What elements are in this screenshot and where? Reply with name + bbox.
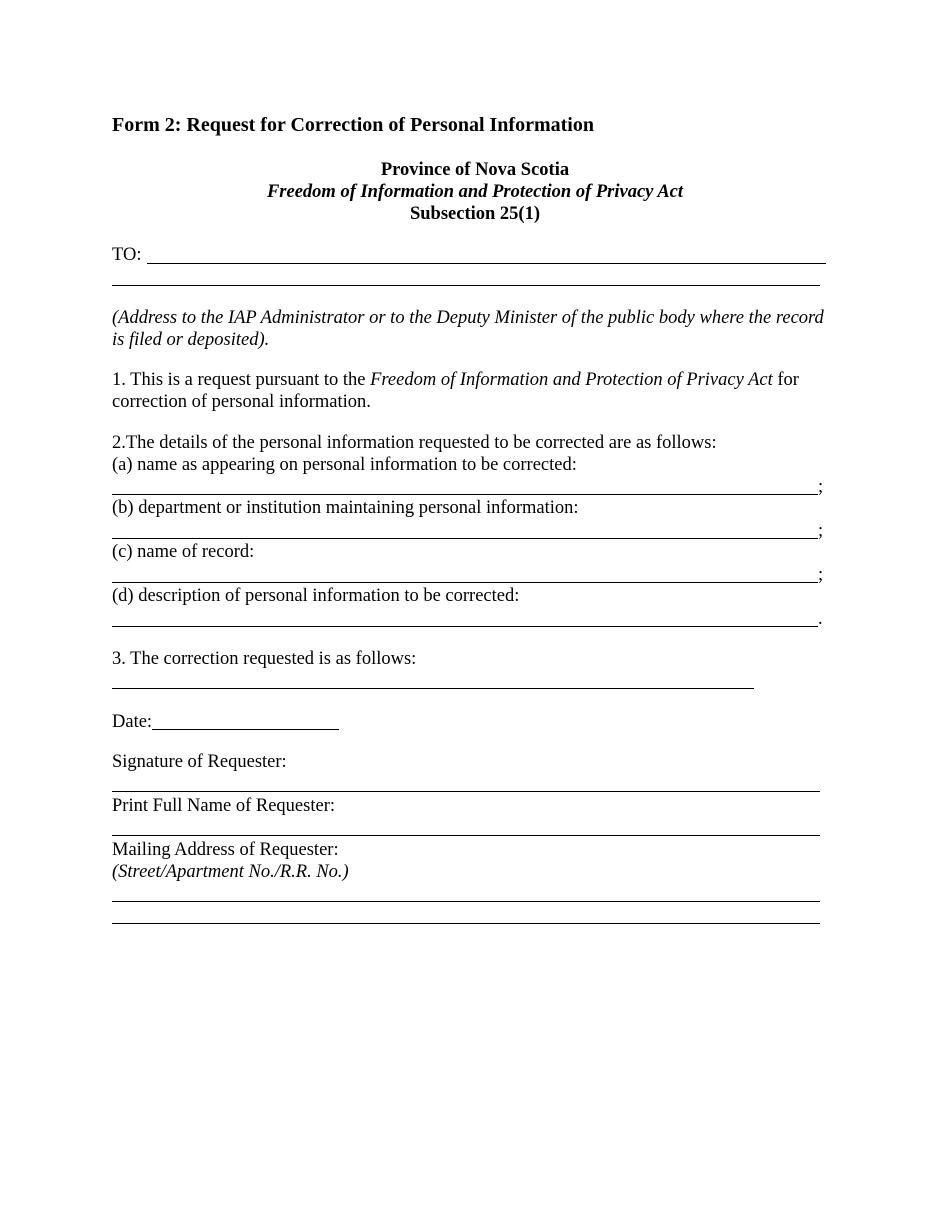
header-subsection: Subsection 25(1) bbox=[409, 204, 541, 224]
header-province: Province of Nova Scotia bbox=[380, 160, 570, 180]
item1-prefix: 1. This is a request pursuant to the bbox=[112, 370, 371, 390]
item2-d-field-line[interactable] bbox=[112, 626, 818, 627]
item1-line-2: correction of personal information. bbox=[112, 392, 371, 412]
address-note-line-1: (Address to the IAP Administrator or to the Deputy Minister of the public body where the record bbox=[112, 308, 824, 328]
address-note-line-2: is filed or deposited). bbox=[112, 330, 270, 350]
item2-a-semicolon: ; bbox=[818, 477, 824, 497]
print-name-field-line[interactable] bbox=[112, 835, 820, 836]
mailing-label: Mailing Address of Requester: bbox=[112, 840, 339, 860]
item1-act: Freedom of Information and Protection of Privacy Act bbox=[370, 370, 773, 390]
mailing-hint: (Street/Apartment No./R.R. No.) bbox=[112, 862, 349, 882]
to-label: TO: bbox=[112, 245, 142, 265]
item2-d-period: . bbox=[818, 609, 823, 629]
item2-a-label: (a) name as appearing on personal information to be corrected: bbox=[112, 455, 577, 475]
item2-b-label: (b) department or institution maintaining personal information: bbox=[112, 498, 579, 518]
mailing-field-line-2[interactable] bbox=[112, 923, 820, 924]
mailing-field-line-1[interactable] bbox=[112, 901, 820, 902]
item3-field-line[interactable] bbox=[112, 688, 754, 689]
item2-a-field-line[interactable] bbox=[112, 494, 818, 495]
item1-line-1 bbox=[112, 369, 799, 391]
print-name-label: Print Full Name of Requester: bbox=[112, 796, 335, 816]
item2-intro: 2.The details of the personal information requested to be corrected are as follows: bbox=[112, 433, 717, 453]
item1-suffix: for bbox=[772, 370, 799, 390]
item2-c-field-line[interactable] bbox=[112, 582, 818, 583]
form-title: Form 2: Request for Correction of Personal Information bbox=[112, 114, 594, 136]
item2-c-semicolon: ; bbox=[818, 565, 824, 585]
signature-label: Signature of Requester: bbox=[112, 752, 287, 772]
item3-label: 3. The correction requested is as follows: bbox=[112, 649, 417, 669]
signature-field-line[interactable] bbox=[112, 791, 820, 792]
item2-b-field-line[interactable] bbox=[112, 538, 818, 539]
item2-d-label: (d) description of personal information to be corrected: bbox=[112, 586, 520, 606]
item2-c-label: (c) name of record: bbox=[112, 542, 255, 562]
to-field-line-2[interactable] bbox=[112, 285, 820, 286]
date-label: Date: bbox=[112, 712, 153, 732]
header-act: Freedom of Information and Protection of Privacy Act bbox=[266, 182, 684, 202]
to-field-line-1[interactable] bbox=[147, 263, 826, 264]
date-field-line[interactable] bbox=[152, 729, 339, 730]
item2-b-semicolon: ; bbox=[818, 521, 824, 541]
